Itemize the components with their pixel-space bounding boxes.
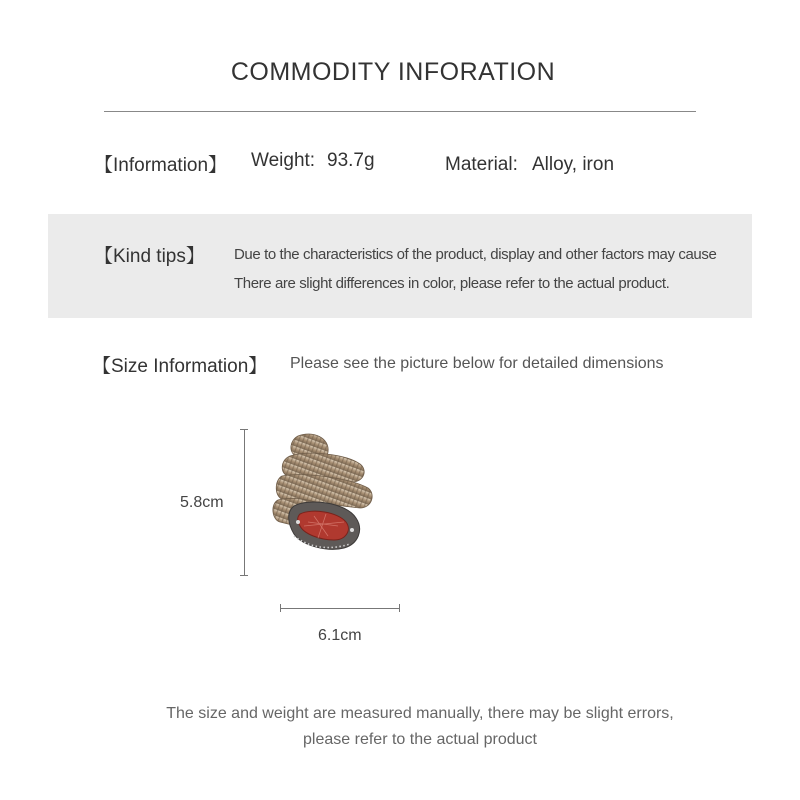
weight-label: Weight: [251,150,316,171]
page-title: COMMODITY INFORATION [230,58,556,86]
width-tick-right [399,604,400,612]
height-tick-top [240,429,248,430]
height-tick-bottom [240,575,248,576]
footer-note-line-1: The size and weight are measured manually, there may be slight errors, [166,705,674,722]
material-label: Material: [445,154,518,175]
material-value: Alloy, iron [532,154,615,175]
size-information-label: 【Size Information】 [92,356,268,377]
title-divider [104,111,696,112]
height-label: 5.8cm [180,494,224,511]
width-dimension-line [280,608,400,609]
kind-tips-line-2: There are slight differences in color, please refer to the actual product. [234,275,670,292]
snake-ring-image [268,430,378,555]
snake-eye-right [350,528,354,532]
size-information-description: Please see the picture below for detailed dimensions [290,355,664,372]
width-label: 6.1cm [318,627,362,644]
kind-tips-label: 【Kind tips】 [94,246,205,267]
snake-eye-left [296,520,300,524]
height-dimension-line [244,429,245,575]
footer-note-line-2: please refer to the actual product [303,731,537,748]
weight-value: 93.7g [327,150,375,171]
width-tick-left [280,604,281,612]
kind-tips-line-1: Due to the characteristics of the product, display and other factors may cause [234,246,717,263]
information-label: 【Information】 [94,155,228,176]
